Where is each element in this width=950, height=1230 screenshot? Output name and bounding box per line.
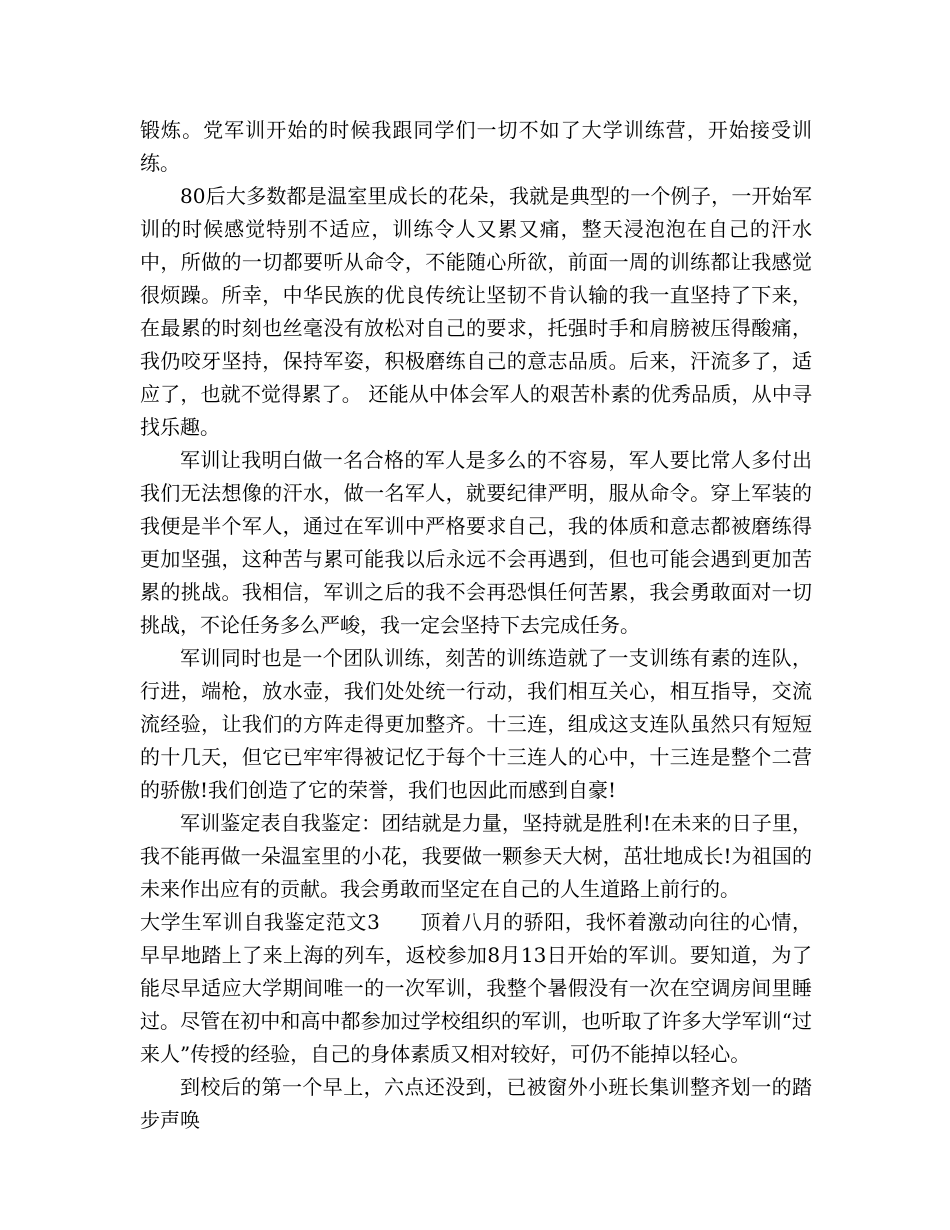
- section-paragraph: [140, 906, 812, 1071]
- section-text: 顶着八月的骄阳，我怀着激动向往的心情，早早地踏上了来上海的列车，返校参加8月13日开始的军训。要知道，为了能尽早适应大学期间唯一的一次军训，我整个暑假没有一次在空调房间里睡过。尽管在初中和高中都参加过学校组织的军训，也听取了许多大学军训“过来人”传授的经验，自己的身体素质又相对较好，可仍不能掉以轻心。: [140, 910, 812, 1066]
- paragraph-4: 军训鉴定表自我鉴定：团结就是力量，坚持就是胜利!在未来的日子里，我不能再做一朵温室里的小花，我要做一颗参天大树，茁壮地成长!为祖国的未来作出应有的贡献。我会勇敢而坚定在自己的人生道路上前行的。: [140, 811, 812, 901]
- section-title: 大学生军训自我鉴定范文3: [140, 910, 380, 934]
- paragraph-2: 军训让我明白做一名合格的军人是多么的不容易，军人要比常人多付出我们无法想像的汗水，做一名军人，就要纪律严明，服从命令。穿上军装的我便是半个军人，通过在军训中严格要求自己，我的体质和意志都被磨练得更加坚强，这种苦与累可能我以后永远不会再遇到，但也可能会遇到更加苦累的挑战。我相信，军训之后的我不会再恐惧任何苦累，我会勇敢面对一切挑战，不论任务多么严峻，我一定会坚持下去完成任务。: [140, 448, 812, 637]
- paragraph-3: 军训同时也是一个团队训练，刻苦的训练造就了一支训练有素的连队，行进，端枪，放水壶，我们处处统一行动，我们相互关心，相互指导，交流流经验，让我们的方阵走得更加整齐。十三连，组成这支连队虽然只有短短的十几天，但它已牢牢得被记忆于每个十三连人的心中，十三连是整个二营的骄傲!我们创造了它的荣誉，我们也因此而感到自豪!: [140, 646, 812, 802]
- paragraph-last: 到校后的第一个早上，六点还没到，已被窗外小班长集训整齐划一的踏步声唤: [140, 1075, 812, 1132]
- document-page: [140, 114, 812, 1137]
- paragraph-1: 80后大多数都是温室里成长的花朵，我就是典型的一个例子，一开始军训的时候感觉特别不适应，训练令人又累又痛，整天浸泡泡在自己的汗水中，所做的一切都要听从命令，不能随心所欲，前面一周的训练都让我感觉很烦躁。所幸，中华民族的优良传统让坚韧不肯认输的我一直坚持了下来，在最累的时刻也丝毫没有放松对自己的要求，托强时手和肩膀被压得酸痛，我仍咬牙坚持，保持军姿，积极磨练自己的意志品质。后来，汗流多了，适应了，也就不觉得累了。 还能从中体会军人的艰苦朴素的优秀品质，从中寻找乐趣。: [140, 184, 812, 439]
- paragraph-0: 锻炼。党军训开始的时候我跟同学们一切不如了大学训练营，开始接受训练。: [140, 118, 812, 175]
